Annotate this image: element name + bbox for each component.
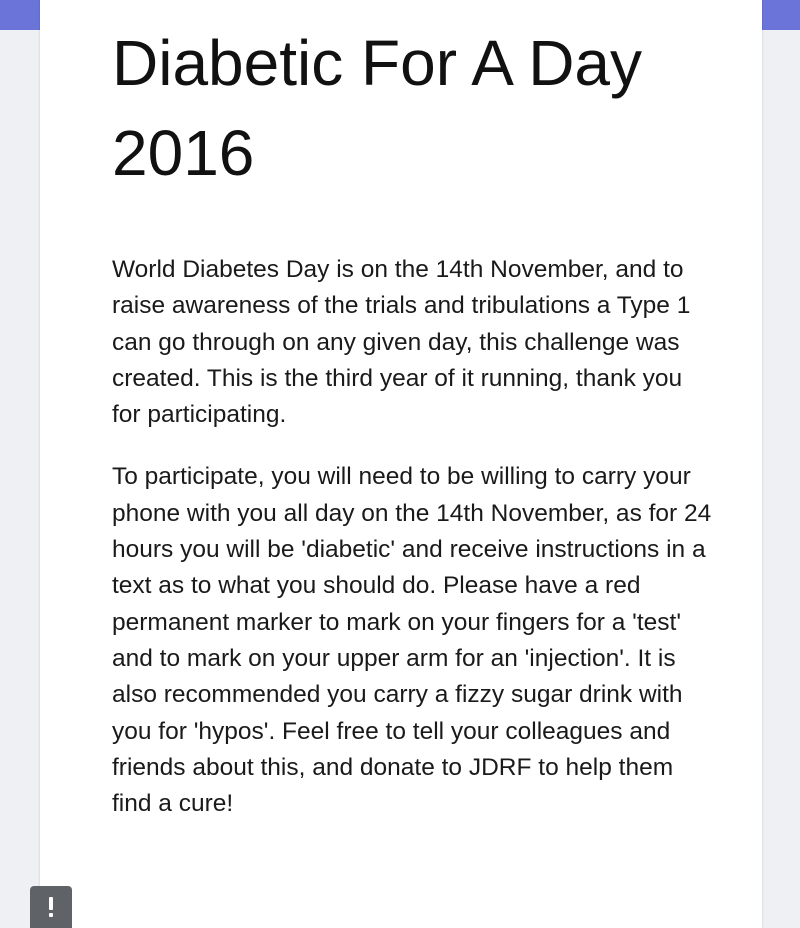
header-accent-left — [0, 0, 40, 30]
exclamation-feedback-icon — [49, 897, 53, 917]
description-paragraph-2: To participate, you will need to be willing to carry your phone with you all day on the 14th November, as for 24 hours you will be 'diabetic' and receive instructions in a text as to what you should do. Please have a red permanent marker to mark on your fingers for a 'test' and to mark on your upper arm for an 'injection'. It is also recommended you carry a fizzy sugar drink with you for 'hypos'. Feel free to tell your colleagues and friends about this, and donate to JDRF to help them find a cure! — [112, 463, 712, 818]
report-feedback-button[interactable] — [30, 886, 72, 928]
form-description — [112, 252, 712, 848]
header-accent-right — [762, 0, 800, 30]
description-paragraph-1: World Diabetes Day is on the 14th November, and to raise awareness of the trials and tribulations a Type 1 can go through on any given day, this challenge was created. This is the third year of it running, thank you for participating. — [112, 256, 691, 429]
form-card — [40, 0, 762, 928]
form-title: Diabetic For A Day 2016 — [112, 27, 642, 189]
